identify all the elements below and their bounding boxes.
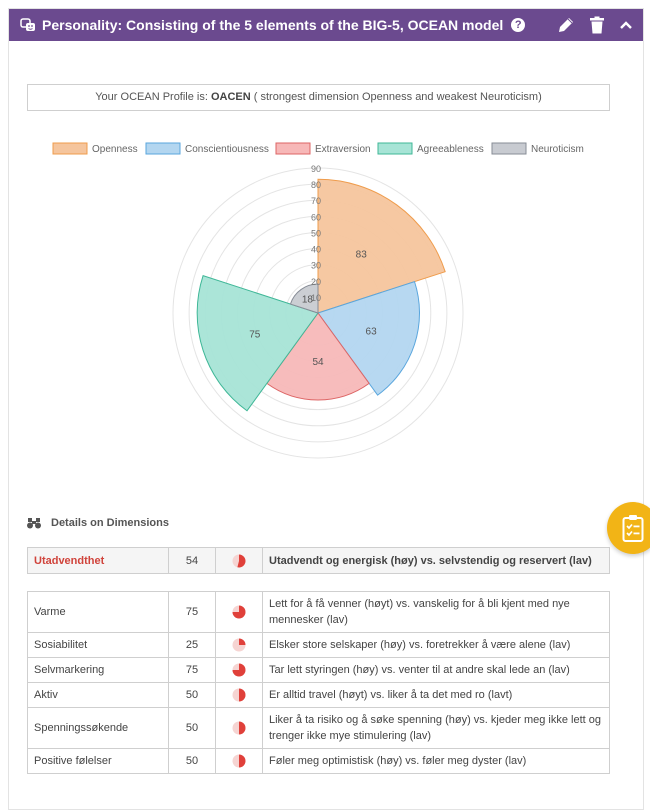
- tick-label: 30: [310, 260, 322, 271]
- legend-swatch[interactable]: [378, 143, 412, 154]
- facet-description: Lett for å få venner (høyt) vs. vanskelig for å bli kjent med nye mennesker (lav): [263, 592, 610, 633]
- table-row: [28, 658, 610, 683]
- facet-score: 25: [169, 633, 216, 658]
- table-row: [28, 749, 610, 774]
- score-pie-icon: [216, 708, 263, 749]
- facet-score: 50: [169, 708, 216, 749]
- legend-swatch[interactable]: [146, 143, 180, 154]
- details-title: Details on Dimensions: [51, 517, 169, 529]
- legend-swatch[interactable]: [53, 143, 87, 154]
- facet-score: 75: [169, 658, 216, 683]
- facet-score: 50: [169, 749, 216, 774]
- facet-table: [27, 591, 610, 774]
- facet-name: Sosiabilitet: [28, 633, 169, 658]
- table-row: [28, 633, 610, 658]
- panel-title: Personality: Consisting of the 5 elements of the BIG-5, OCEAN model: [42, 17, 504, 33]
- facet-score: 75: [169, 592, 216, 633]
- legend-label[interactable]: Openness: [92, 144, 138, 155]
- data-label: 18: [301, 294, 313, 306]
- facet-name: Varme: [28, 592, 169, 633]
- score-pie-icon: [216, 592, 263, 633]
- clipboard-list-icon[interactable]: [607, 502, 650, 554]
- main-dimension-table: [27, 547, 610, 574]
- facet-name: Selvmarkering: [28, 658, 169, 683]
- dimension-description: Utadvendt og energisk (høy) vs. selvstendig og reservert (lav): [263, 548, 610, 574]
- data-label: 75: [249, 329, 261, 341]
- tick-label: 50: [310, 228, 322, 239]
- legend-label[interactable]: Neuroticism: [531, 144, 584, 155]
- tick-label: 70: [310, 196, 322, 207]
- facet-name: Positive følelser: [28, 749, 169, 774]
- tick-label: 10: [310, 292, 322, 303]
- chart-svg: [9, 9, 643, 479]
- table-row: [28, 592, 610, 633]
- facet-description: Liker å ta risiko og å søke spenning (høy) vs. kjeder meg ikke lett og trenger ikke mye stimulering (lav): [263, 708, 610, 749]
- legend-label[interactable]: Conscientiousness: [185, 144, 269, 155]
- facet-description: Tar lett styringen (høy) vs. venter til at andre skal lede an (lav): [263, 658, 610, 683]
- binoculars-icon: [27, 517, 41, 529]
- legend-label[interactable]: Agreeableness: [417, 144, 484, 155]
- tick-label: 60: [310, 212, 322, 223]
- facet-name: Spenningssøkende: [28, 708, 169, 749]
- profile-suffix: ( strongest dimension Openness and weakest Neuroticism): [250, 91, 542, 103]
- profile-code: OACEN: [210, 91, 251, 103]
- score-pie-icon: [216, 548, 263, 574]
- score-pie-icon: [216, 633, 263, 658]
- facet-description: Føler meg optimistisk (høy) vs. føler meg dyster (lav): [263, 749, 610, 774]
- score-pie-icon: [216, 658, 263, 683]
- facet-description: Elsker store selskaper (høy) vs. foretrekker å være alene (lav): [263, 633, 610, 658]
- table-row: [28, 708, 610, 749]
- dimension-name: Utadvendthet: [28, 548, 169, 574]
- table-row: [28, 683, 610, 708]
- data-label: 83: [355, 249, 367, 261]
- facet-score: 50: [169, 683, 216, 708]
- facet-description: Er alltid travel (høyt) vs. liker å ta det med ro (lavt): [263, 683, 610, 708]
- facet-name: Aktiv: [28, 683, 169, 708]
- data-label: 54: [312, 356, 324, 368]
- tick-label: 20: [310, 276, 322, 287]
- details-heading: [27, 517, 169, 529]
- legend-swatch[interactable]: [276, 143, 310, 154]
- tick-label: 90: [310, 164, 322, 174]
- question-icon[interactable]: ?: [511, 18, 525, 32]
- personality-panel: [8, 8, 644, 810]
- score-pie-icon: [216, 683, 263, 708]
- dimension-score: 54: [169, 548, 216, 574]
- legend-swatch[interactable]: [492, 143, 526, 154]
- table-row: [28, 548, 610, 574]
- score-pie-icon: [216, 749, 263, 774]
- legend-label[interactable]: Extraversion: [315, 144, 371, 155]
- ocean-polar-chart: [9, 9, 643, 479]
- data-label: 63: [365, 326, 377, 338]
- tick-label: 80: [310, 180, 322, 191]
- tick-label: 40: [310, 244, 322, 255]
- profile-prefix: Your OCEAN Profile is:: [95, 91, 211, 103]
